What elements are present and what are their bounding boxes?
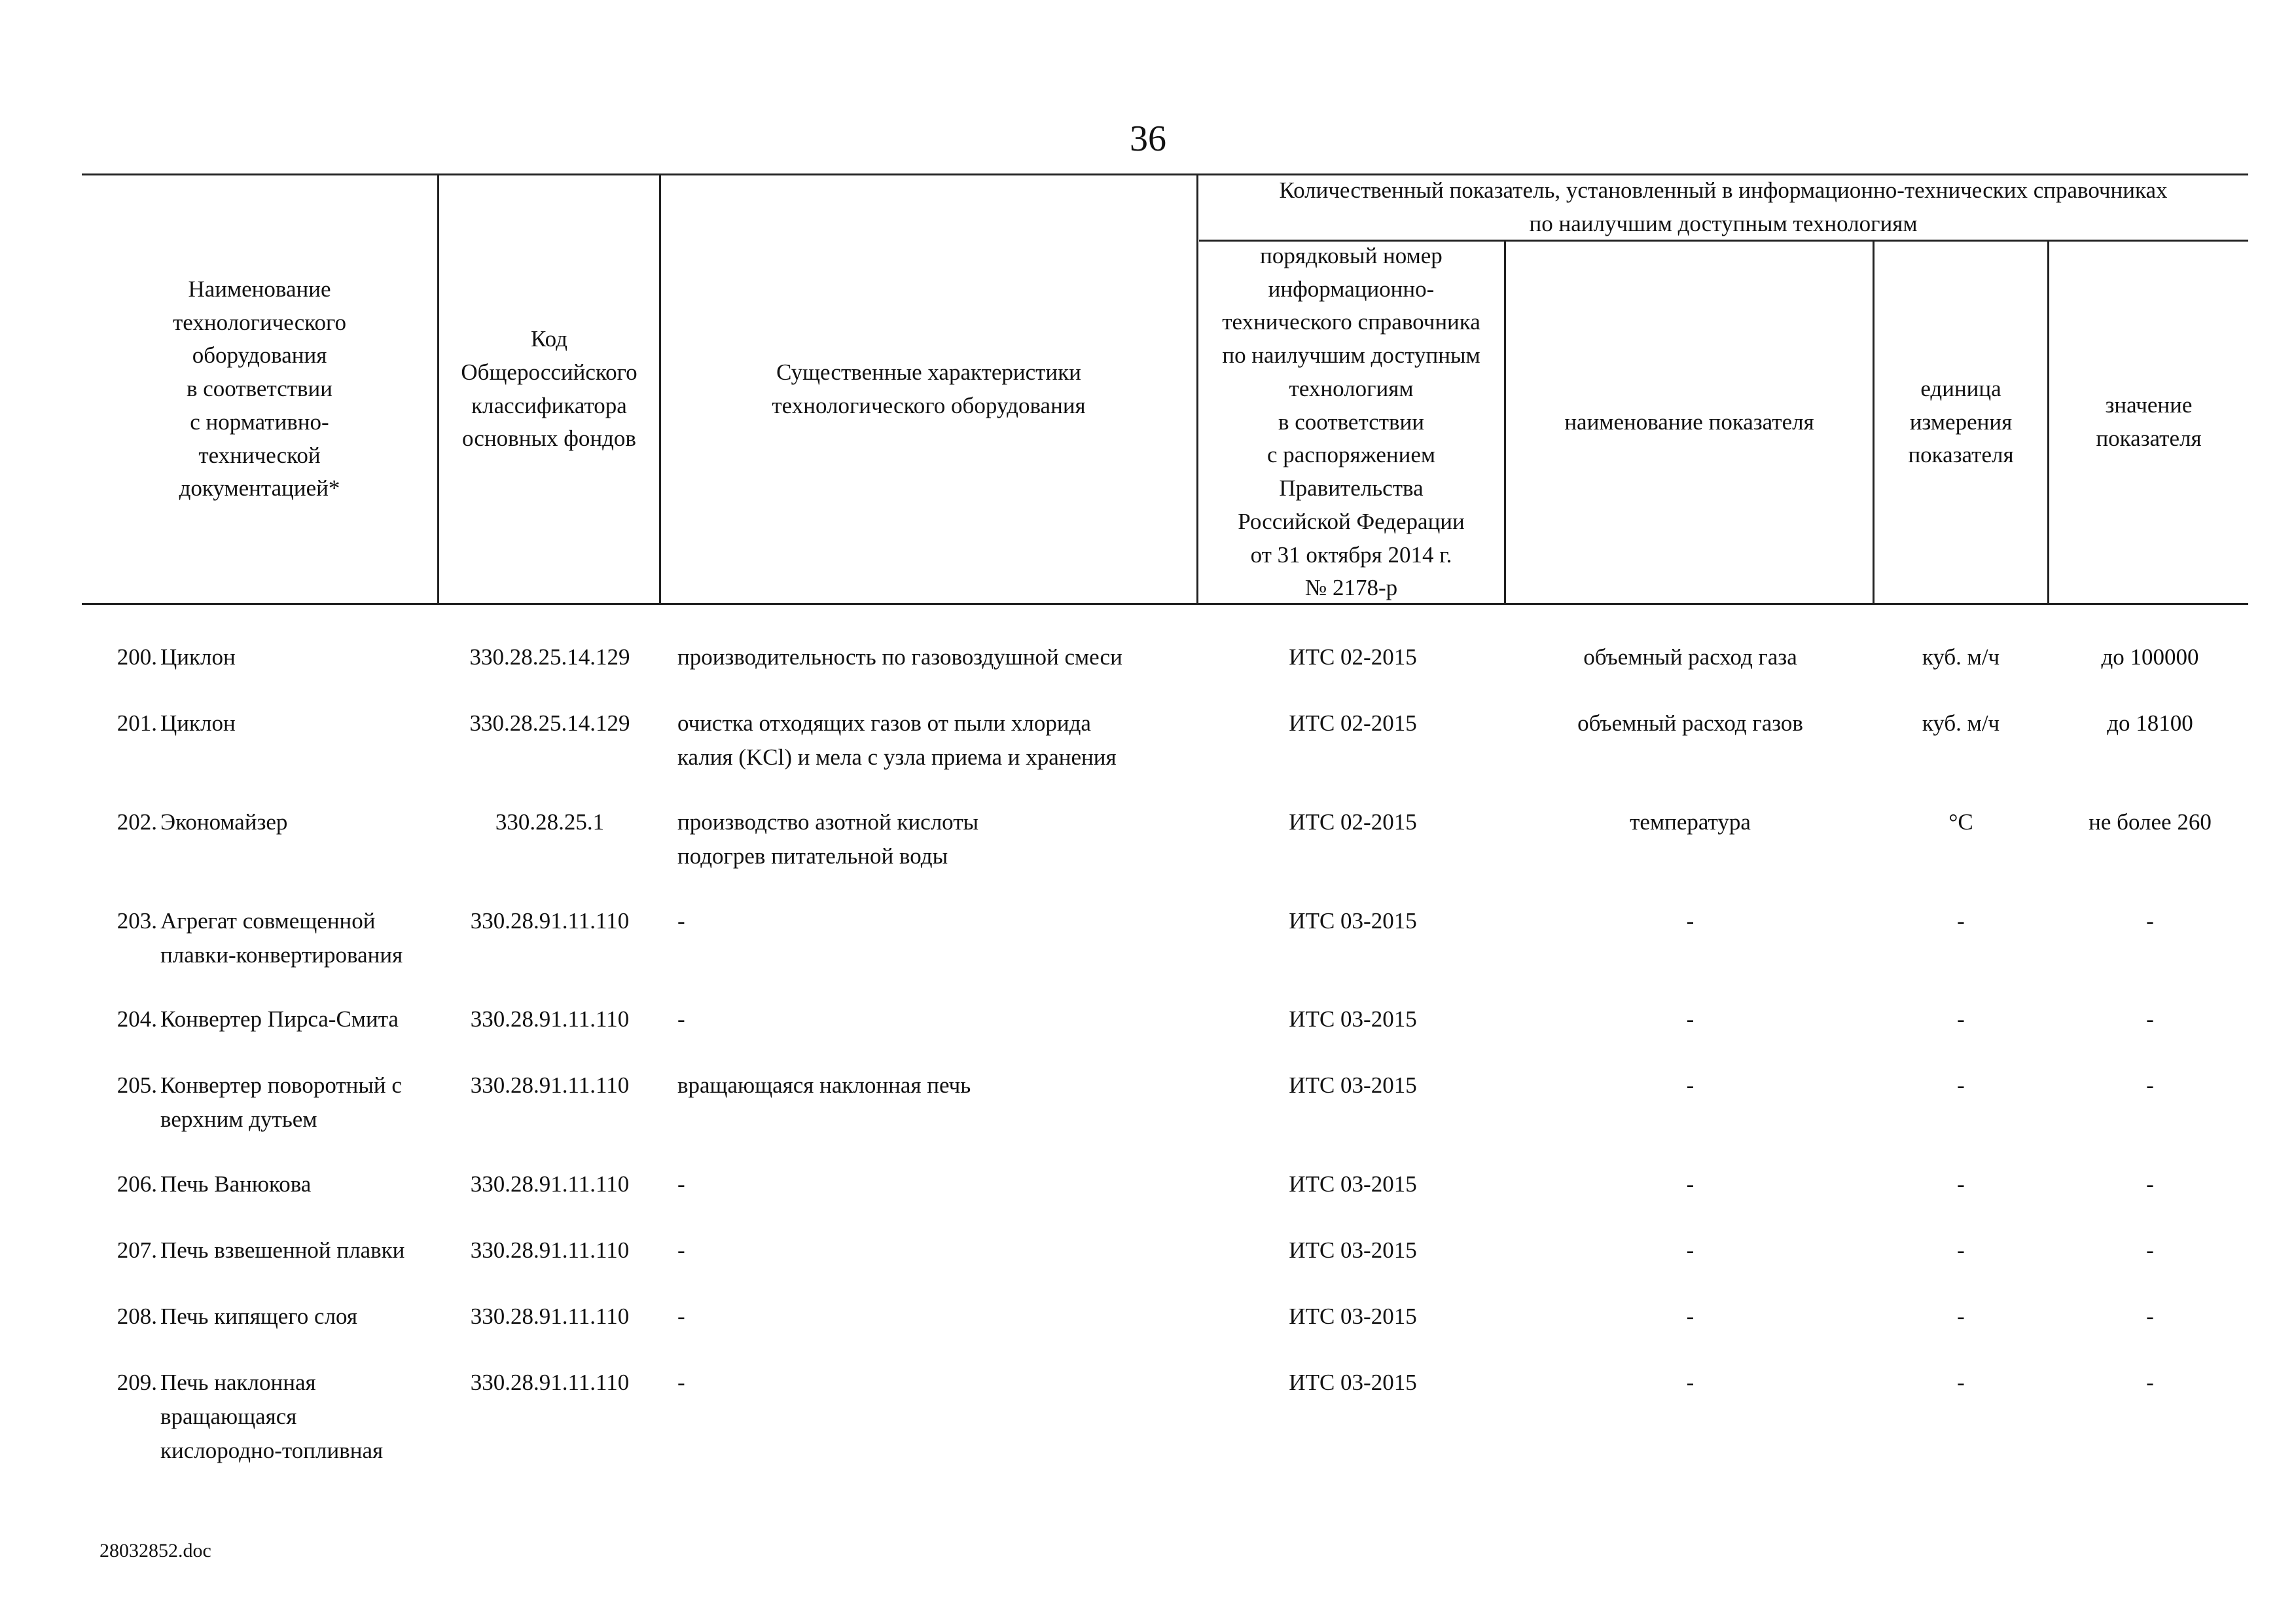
its-number: ИТС 03-2015 [1289, 1370, 1417, 1395]
equipment-name: Экономайзер [160, 809, 288, 835]
indicator-name: - [1686, 1237, 1695, 1263]
indicator-value: до 100000 [2101, 644, 2199, 670]
indicator-unit: куб. м/ч [1922, 644, 2000, 670]
row-number: 200. [117, 644, 157, 670]
row-number: 202. [117, 809, 157, 835]
equipment-name: Печь взвешенной плавки [160, 1237, 405, 1263]
equipment-characteristics: производительность по газовоздушной смеси [677, 644, 1122, 670]
equipment-characteristics: - [677, 1370, 685, 1395]
row-number: 204. [117, 1006, 157, 1032]
header-characteristics: Существенные характеристики технологического оборудования [772, 359, 1086, 418]
classifier-code: 330.28.91.11.110 [470, 1006, 630, 1032]
indicator-unit: °C [1948, 809, 1973, 835]
header-bottom-rule [82, 603, 2248, 605]
equipment-characteristics: - [677, 908, 685, 934]
equipment-name: Конвертер поворотный с верхним дутьем [160, 1072, 402, 1132]
equipment-characteristics: - [677, 1304, 685, 1329]
indicator-value: до 18100 [2107, 710, 2193, 736]
header-quantitative-indicator-group: Количественный показатель, установленный в информационно-технических справочниках по наилучшим доступным технологиям [1279, 177, 2168, 236]
its-number: ИТС 03-2015 [1289, 908, 1417, 934]
indicator-value: - [2146, 1006, 2154, 1032]
header-its-number: порядковый номер информационно- технического справочника по наилучшим доступным технологиям в соответствии с распоряжением Правительства Российской Федерации от 31 октября 2014 г. № 2178-р [1222, 242, 1480, 601]
indicator-name: температура [1630, 809, 1751, 835]
indicator-name: - [1686, 1006, 1695, 1032]
equipment-characteristics: - [677, 1237, 685, 1263]
classifier-code: 330.28.91.11.110 [470, 1304, 630, 1329]
row-number: 203. [117, 908, 157, 934]
indicator-value: - [2146, 1237, 2154, 1263]
indicator-value: - [2146, 1370, 2154, 1395]
its-number: ИТС 03-2015 [1289, 1304, 1417, 1329]
indicator-value: - [2146, 1304, 2154, 1329]
indicator-name: объемный расход газа [1583, 644, 1797, 670]
row-number: 208. [117, 1304, 157, 1329]
its-number: ИТС 03-2015 [1289, 1237, 1417, 1263]
header-value: значение показателя [2096, 392, 2202, 451]
indicator-unit: - [1957, 1237, 1965, 1263]
classifier-code: 330.28.91.11.110 [470, 1072, 630, 1098]
row-number: 206. [117, 1171, 157, 1197]
its-number: ИТС 02-2015 [1289, 710, 1417, 736]
indicator-unit: - [1957, 1171, 1965, 1197]
equipment-name: Печь кипящего слоя [160, 1304, 357, 1329]
its-number: ИТС 03-2015 [1289, 1171, 1417, 1197]
indicator-name: объемный расход газов [1577, 710, 1803, 736]
equipment-characteristics: очистка отходящих газов от пыли хлорида калия (KCl) и мела с узла приема и хранения [677, 710, 1117, 770]
row-number: 201. [117, 710, 157, 736]
row-number: 209. [117, 1370, 157, 1395]
its-number: ИТС 02-2015 [1289, 809, 1417, 835]
header-indicator-name: наименование показателя [1564, 409, 1814, 435]
indicator-value: - [2146, 1072, 2154, 1098]
classifier-code: 330.28.25.14.129 [469, 710, 630, 736]
indicator-name: - [1686, 1304, 1695, 1329]
equipment-characteristics: вращающаяся наклонная печь [677, 1072, 971, 1098]
classifier-code: 330.28.91.11.110 [470, 1237, 630, 1263]
equipment-characteristics: - [677, 1006, 685, 1032]
classifier-code: 330.28.25.14.129 [469, 644, 630, 670]
equipment-name: Циклон [160, 710, 236, 736]
indicator-value: - [2146, 908, 2154, 934]
indicator-unit: - [1957, 908, 1965, 934]
classifier-code: 330.28.91.11.110 [470, 908, 630, 934]
document-filename: 28032852.doc [99, 1540, 211, 1561]
indicator-unit: - [1957, 1072, 1965, 1098]
equipment-name: Агрегат совмещенной плавки-конвертирования [160, 908, 403, 968]
equipment-name: Конвертер Пирса-Смита [160, 1006, 399, 1032]
indicator-unit: - [1957, 1304, 1965, 1329]
equipment-characteristics: производство азотной кислоты подогрев питательной воды [677, 809, 979, 869]
its-number: ИТС 03-2015 [1289, 1006, 1417, 1032]
indicator-name: - [1686, 1370, 1695, 1395]
row-number: 207. [117, 1237, 157, 1263]
equipment-name: Циклон [160, 644, 236, 670]
indicator-name: - [1686, 908, 1695, 934]
equipment-characteristics: - [677, 1171, 685, 1197]
classifier-code: 330.28.25.1 [495, 809, 605, 835]
indicator-value: - [2146, 1171, 2154, 1197]
equipment-name: Печь наклонная вращающаяся кислородно-топливная [160, 1370, 384, 1463]
indicator-unit: куб. м/ч [1922, 710, 2000, 736]
classifier-code: 330.28.91.11.110 [470, 1171, 630, 1197]
header-equipment-name: Наименование технологического оборудования в соответствии с нормативно- технической документацией* [173, 276, 346, 501]
page-number: 36 [1130, 119, 1166, 159]
header-classifier-code: Код Общероссийского классификатора основных фондов [461, 326, 637, 452]
indicator-unit: - [1957, 1006, 1965, 1032]
its-number: ИТС 03-2015 [1289, 1072, 1417, 1098]
indicator-name: - [1686, 1072, 1695, 1098]
equipment-name: Печь Ванюкова [160, 1171, 312, 1197]
header-unit: единица измерения показателя [1908, 375, 2014, 468]
indicator-name: - [1686, 1171, 1695, 1197]
classifier-code: 330.28.91.11.110 [470, 1370, 630, 1395]
row-number: 205. [117, 1072, 157, 1098]
indicator-unit: - [1957, 1370, 1965, 1395]
its-number: ИТС 02-2015 [1289, 644, 1417, 670]
indicator-value: не более 260 [2089, 809, 2212, 835]
